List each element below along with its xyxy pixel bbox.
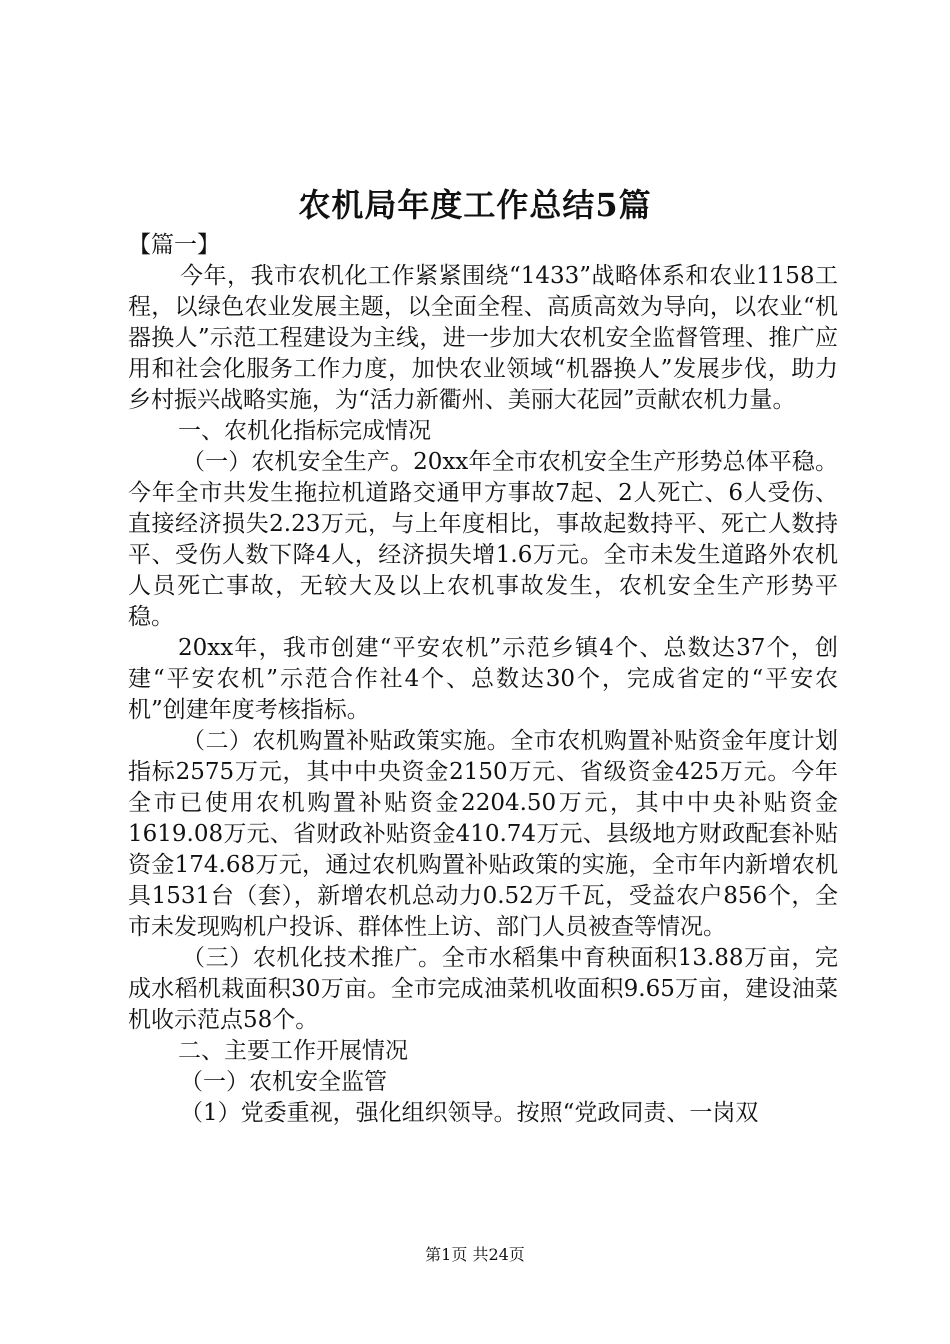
heading-main-work: 二、主要工作开展情况 bbox=[178, 1038, 408, 1064]
paragraph-technology: （三）农机化技术推广。全市水稻集中育秧面积13.88万亩，完成水稻机栽面积30万亩。全市完成油菜机收面积9.65万亩，建设油菜机收示范点58个。 bbox=[128, 945, 838, 1033]
paragraph-intro: 今年，我市农机化工作紧紧围绕“1433”战略体系和农业1158工程，以绿色农业发展主题，以全面全程、高质高效为导向，以农业“机器换人”示范工程建设为主线，进一步加大农机安全监督管理、推广应用和社会化服务工作力度，加快农业领域“机器换人”发展步伐，助力乡村振兴战略实施，为“活力新衢州、美丽大花园”贡献农机力量。 bbox=[128, 263, 838, 413]
document-body bbox=[128, 230, 838, 1129]
heading-indicators: 一、农机化指标完成情况 bbox=[178, 418, 431, 444]
paragraph-subsidy: （二）农机购置补贴政策实施。全市农机购置补贴资金年度计划指标2575万元，其中中央资金2150万元、省级资金425万元。今年全市已使用农机购置补贴资金2204.50万元，其中中央补贴资金1619.08万元、省财政补贴资金410.74万元、县级地方财政配套补贴资金174.68万元，通过农机购置补贴政策的实施，全市年内新增农机具1531台（套），新增农机总动力0.52万千瓦，受益农户856个，全市未发现购机户投诉、群体性上访、部门人员被查等情况。 bbox=[128, 728, 838, 940]
document-title: 农机局年度工作总结5篇 bbox=[298, 186, 652, 224]
list-item-party-leadership: （1）党委重视，强化组织领导。按照“党政同责、一岗双 bbox=[180, 1100, 759, 1126]
paragraph-safety: （一）农机安全生产。20xx年全市农机安全生产形势总体平稳。今年全市共发生拖拉机道路交通甲方事故7起、2人死亡、6人受伤、直接经济损失2.23万元，与上年度相比，事故起数持平、死亡人数持平、受伤人数下降4人，经济损失增1.6万元。全市未发生道路外农机人员死亡事故，无较大及以上农机事故发生，农机安全生产形势平稳。 bbox=[128, 449, 838, 630]
page-footer: 第1页 共24页 bbox=[425, 1245, 525, 1264]
paragraph-safe-town: 20xx年，我市创建“平安农机”示范乡镇4个、总数达37个，创建“平安农机”示范合作社4个、总数达30个，完成省定的“平安农机”创建年度考核指标。 bbox=[128, 635, 838, 723]
section-label: 【篇一】 bbox=[128, 232, 220, 258]
subheading-safety-supervision: （一）农机安全监管 bbox=[180, 1069, 387, 1095]
